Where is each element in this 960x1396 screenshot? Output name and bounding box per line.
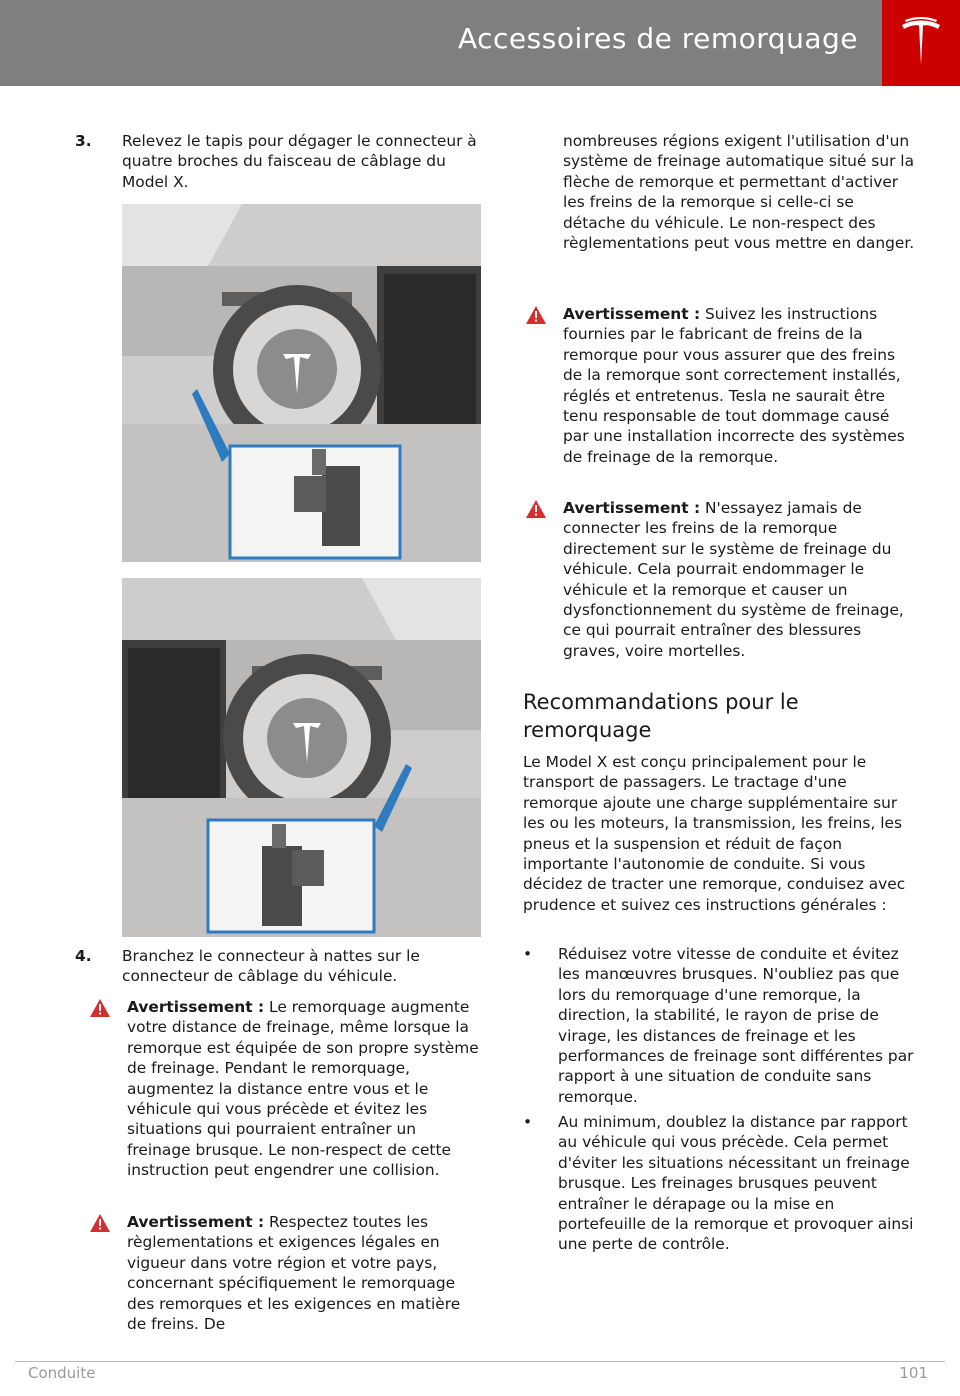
- warning-label: Avertissement :: [127, 1213, 265, 1231]
- page-title: Accessoires de remorquage: [457, 22, 858, 55]
- step-text: Relevez le tapis pour dégager le connecteur à quatre broches du faisceau de câblage du Model X.: [122, 132, 477, 191]
- bullet-marker: •: [523, 945, 533, 963]
- rhd-connector-figure: [122, 578, 481, 937]
- tesla-logo-icon: [899, 17, 943, 69]
- step-text: Branchez le connecteur à nattes sur le connecteur de câblage du véhicule.: [122, 947, 420, 986]
- lhd-cabin-illustration: [122, 204, 481, 562]
- bullet-text: Réduisez votre vitesse de conduite et évitez les manœuvres brusques. N'oubliez pas que lors du remorquage d'une remorque, la direction, la stabilité, le rayon de prise de virage, les distances de freinage et les performances de freinage sont différentes par rapport à une situation de conduite sans remorque.: [558, 945, 914, 1106]
- warning-brake-installation: [526, 304, 918, 467]
- section-heading: Recommandations pour le remorquage: [523, 690, 799, 742]
- footer-divider: [15, 1361, 945, 1362]
- warning-label: Avertissement :: [127, 998, 265, 1016]
- tesla-logo: [882, 0, 960, 86]
- rhd-cabin-illustration: [122, 578, 481, 937]
- warning-triangle-icon: [90, 999, 110, 1017]
- warning-triangle-icon: [526, 306, 546, 324]
- warning-triangle-icon: [90, 1214, 110, 1232]
- warning-label: Avertissement :: [563, 499, 701, 517]
- warning-text: N'essayez jamais de connecter les freins de la remorque directement sur le système de freinage du véhicule. Cela pourrait endommager le véhicule et la remorque et causer un dysfonctionnement du système de freinage, ce qui pourrait entraîner des blessures graves, voire mortelles.: [563, 499, 904, 660]
- page-number: 101: [899, 1364, 928, 1382]
- step-number: 3.: [75, 132, 92, 150]
- list-item: [523, 1112, 918, 1255]
- step-3: [75, 131, 480, 192]
- towing-intro: Le Model X est conçu principalement pour le transport de passagers. Le tractage d'une remorque ajoute une charge supplémentaire sur les ou les moteurs, la transmission, les freins, les pneus et la suspension et réduit de façon importante l'autonomie de conduite. Si vous décidez de tracter une remorque, conduisez avec prudence et suivez ces instructions générales :: [523, 753, 906, 914]
- bullet-text: Au minimum, doublez la distance par rapport au véhicule qui vous précède. Cela permet d'éviter les situations nécessitant un freinage brusque. Les freinages brusques peuvent entraîner le dérapage ou la mise en portefeuille de la remorque et provoquer ainsi une perte de contrôle.: [558, 1113, 914, 1254]
- warning-text: Suivez les instructions fournies par le fabricant de freins de la remorque pour vous assurer que des freins de la remorque sont correctement installés, réglés et entretenus. Tesla ne saurait être tenu responsable de tout dommage causé par une installation incorrecte des systèmes de freinage de la remorque.: [563, 305, 905, 466]
- warning-text: Le remorquage augmente votre distance de freinage, même lorsque la remorque est équipée de son propre système de freinage. Pendant le remorquage, augmentez la distance entre vous et le véhicule qui vous précède et évitez les situations qui pourraient entraîner un freinage brusque. Le non-respect de cette instruction peut engendrer une collision.: [127, 998, 479, 1180]
- warning-text: Respectez toutes les règlementations et exigences légales en vigueur dans votre région et votre pays, concernant spécifiquement le remorquage des remorques et les exigences en matière de freins. De: [127, 1213, 461, 1334]
- warning-label: Avertissement :: [563, 305, 701, 323]
- lhd-connector-figure: [122, 204, 481, 562]
- step-number: 4.: [75, 947, 92, 965]
- page-header: [0, 0, 960, 86]
- warning-regulations-continued: nombreuses régions exigent l'utilisation d'un système de freinage automatique situé sur la flèche de remorque et permettant d'activer les freins de la remorque si celle-ci se détache du véhicule. Le non-respect des règlementations peut vous mettre en danger.: [563, 132, 915, 253]
- warning-triangle-icon: [526, 500, 546, 518]
- list-item: [523, 944, 918, 1107]
- step-4: [75, 946, 480, 987]
- warning-no-direct-connection: [526, 498, 918, 661]
- bullet-marker: •: [523, 1113, 533, 1131]
- warning-regulations: [90, 1212, 482, 1334]
- warning-braking-distance: [90, 997, 482, 1181]
- footer-section: Conduite: [28, 1364, 96, 1382]
